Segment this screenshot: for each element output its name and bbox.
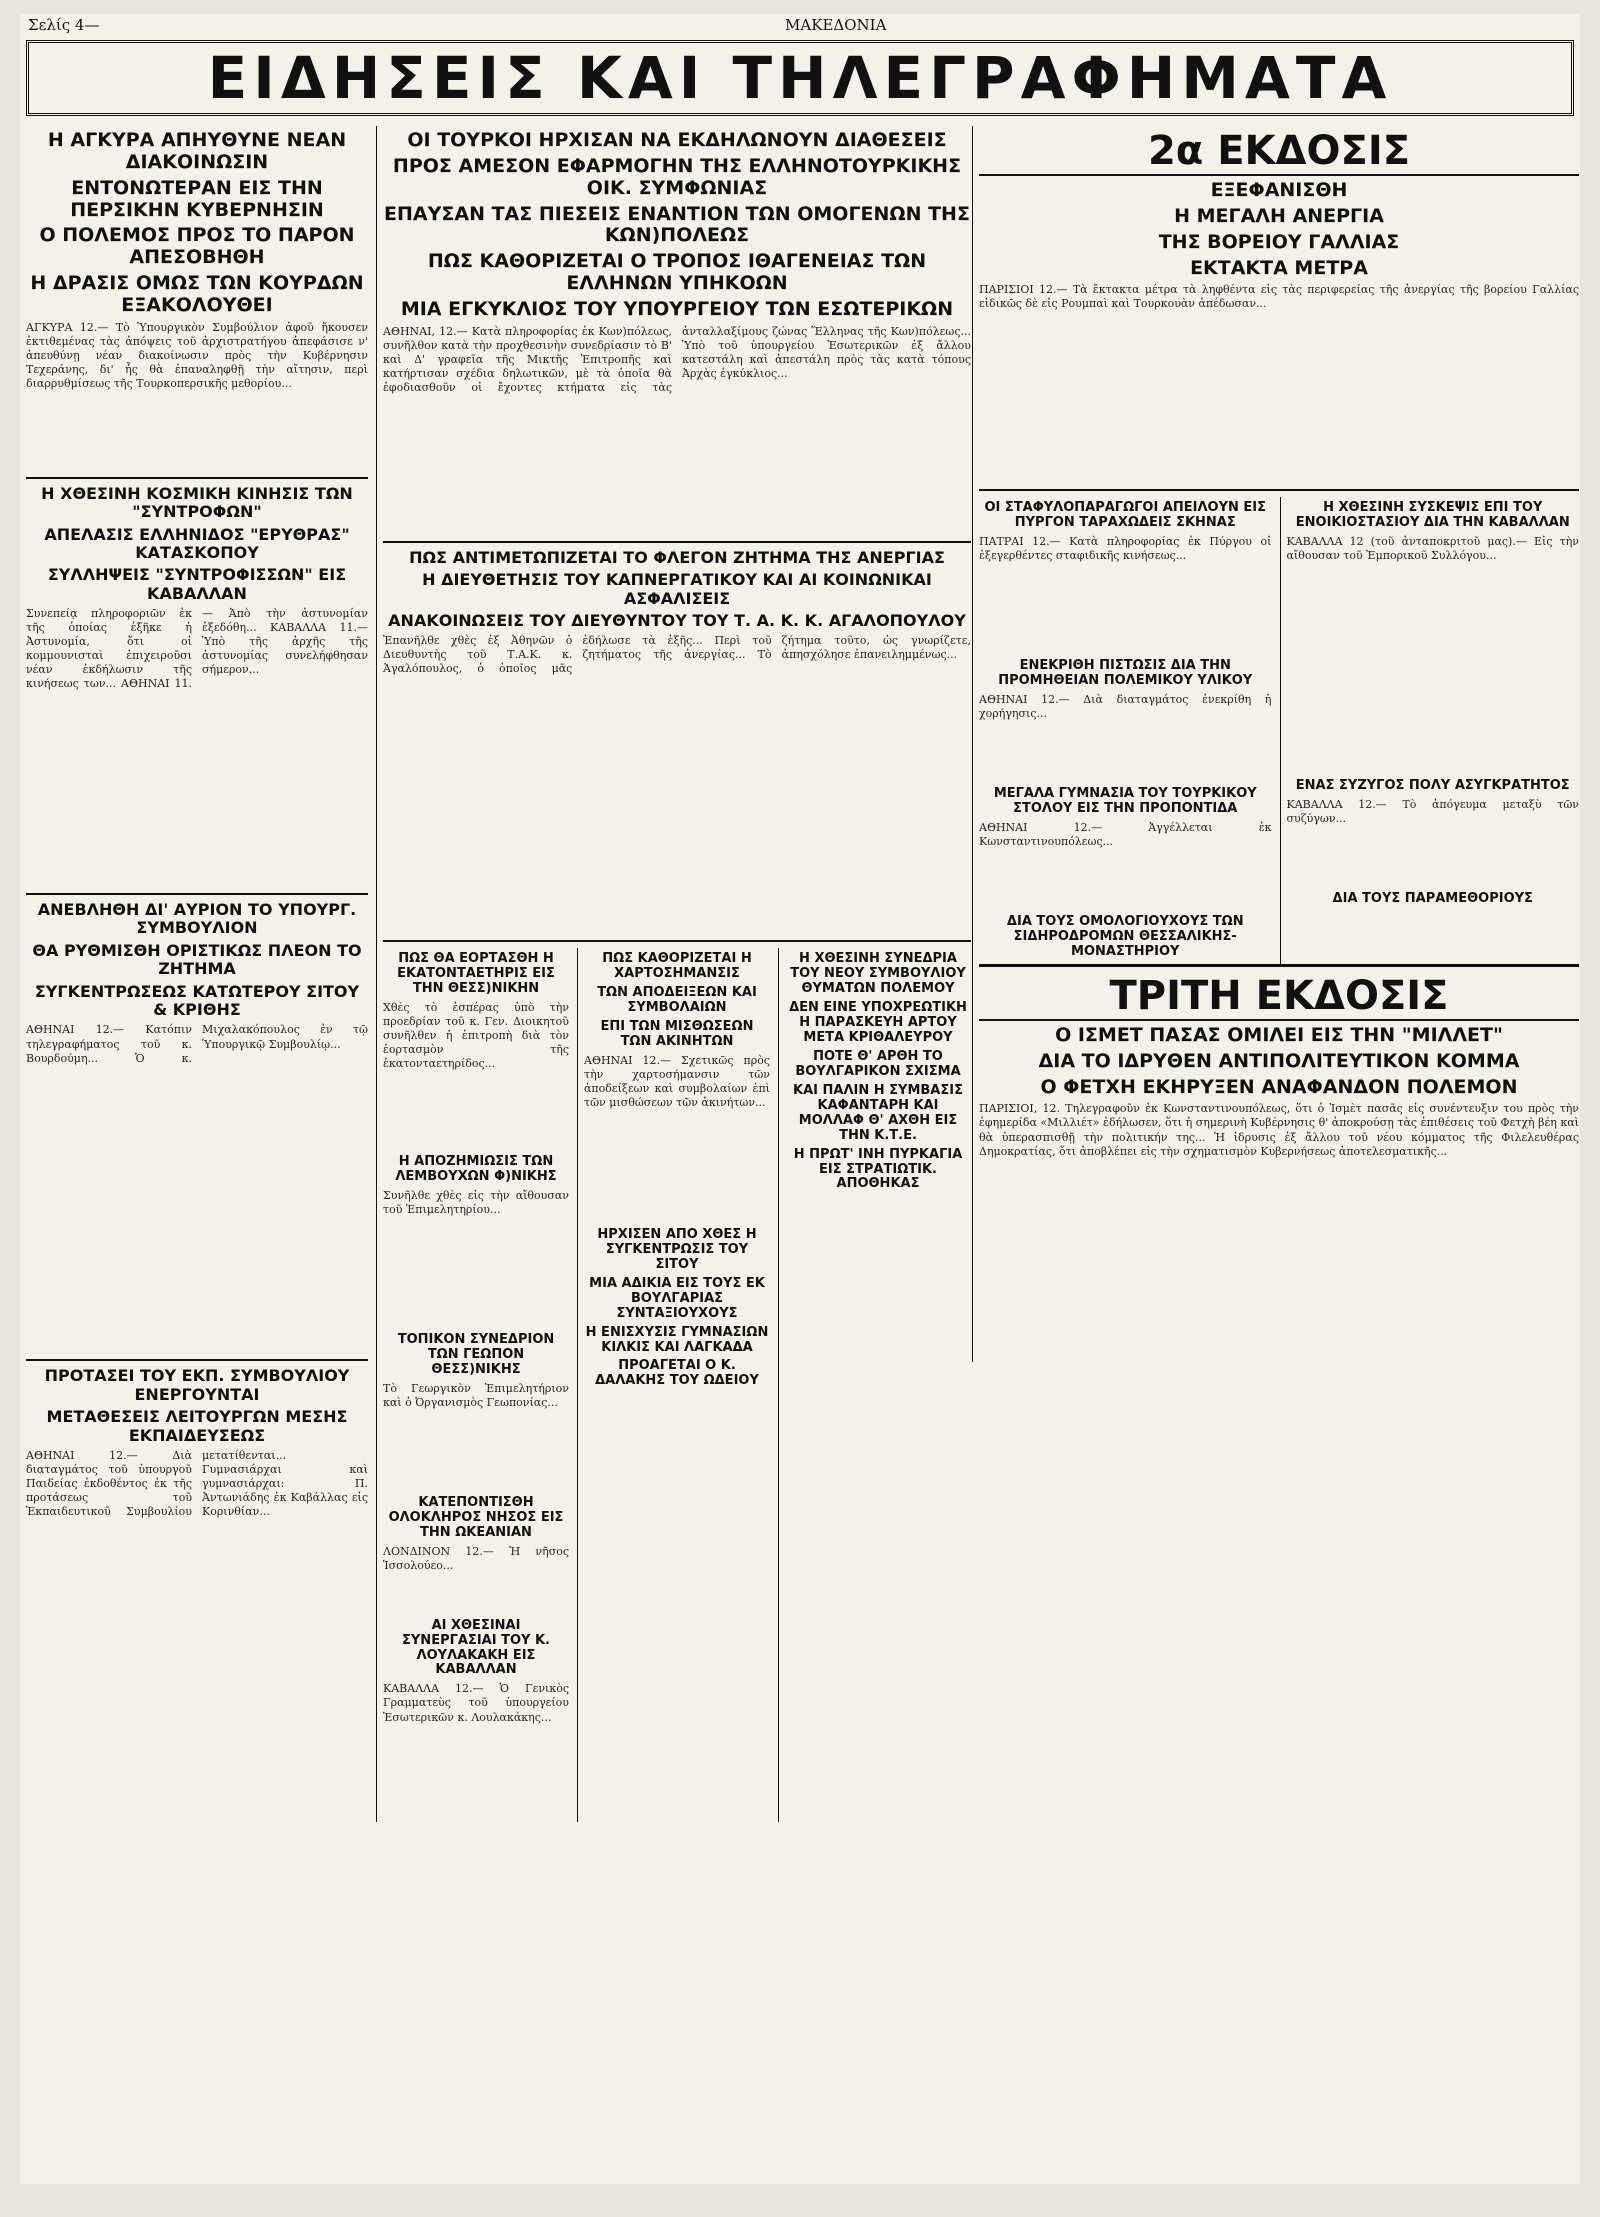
article-body: Συνεπείᾳ πληροφοριῶν ἐκ τῆς ὁποίας ἐξῆκε ἡ Ἀστυνομία, ὅτι οἱ κομμουνισταὶ ἐπιχειροῦσι νέαν ἐκδήλωσιν τῆς κινήσεως των... ΑΘΗΝΑΙ 11.— Ἀπὸ τὴν ἀστυνομίαν ἐξεδόθη... ΚΑΒΑΛΛΑ 11.— Ὑπὸ τῆς ἀρχῆς τῆς ἀστυνομίας συνελήφθησαν σήμερον... bbox=[26, 607, 368, 691]
article-body: Ἐπανῆλθε χθὲς ἐξ Ἀθηνῶν ὁ Διευθυντὴς τοῦ Τ.Α.Κ. κ. Ἀγαλόπουλος, ὁ ὁποῖος μᾶς ἐδήλωσε τὰ ἑξῆς... Περὶ τοῦ ζητήματος τῆς ἀνεργίας... Τὸ ζήτημα τοῦτο, ὡς γνωρίζετε, ἀπησχόλησε ἐπανειλημμένως... bbox=[383, 634, 971, 676]
headline: Ο ΙΣΜΕΤ ΠΑΣΑΣ ΟΜΙΛΕΙ ΕΙΣ ΤΗΝ "ΜΙΛΛΕΤ" bbox=[1055, 1023, 1503, 1046]
center-column bbox=[376, 126, 971, 1822]
edition-label: ΤΡΙΤΗ ΕΚΔΟΣΙΣ bbox=[979, 973, 1579, 1021]
article-body: ΛΟΝΔΙΝΟΝ 12.— Ἡ νῆσος Ἱσσολούεο... bbox=[383, 1544, 569, 1572]
headline: ΤΗΣ ΒΟΡΕΙΟΥ ΓΑΛΛΙΑΣ bbox=[1158, 230, 1400, 253]
headline: ΚΑΤΕΠΟΝΤΙΣΘΗ ΟΛΟΚΛΗΡΟΣ ΝΗΣΟΣ ΕΙΣ ΤΗΝ ΩΚΕΑΝΙΑΝ bbox=[388, 1494, 564, 1540]
headline: ΑΙ ΧΘΕΣΙΝΑΙ ΣΥΝΕΡΓΑΣΙΑΙ ΤΟΥ Κ. ΛΟΥΛΑΚΑΚΗ ΕΙΣ ΚΑΒΑΛΛΑΝ bbox=[402, 1617, 550, 1678]
article-body: ΠΑΡΙΣΙΟΙ 12.— Τὰ ἔκτακτα μέτρα τὰ ληφθέντα εἰς τὰς περιφερείας τῆς ἀνεργίας τῆς βορείου Γαλλίας εἰδικῶς δὲ εἰς Ρουμπαὶ καὶ Τουρκουὰν ἀπέδωσαν... bbox=[979, 283, 1579, 311]
headline: ΠΩΣ ΚΑΘΟΡΙΖΕΤΑΙ Ο ΤΡΟΠΟΣ ΙΘΑΓΕΝΕΙΑΣ ΤΩΝ ΕΛΛΗΝΩΝ ΥΠΗΚΟΩΝ bbox=[427, 250, 927, 295]
headline: ΔΙΑ ΤΟΥΣ ΟΜΟΛΟΓΙΟΥΧΟΥΣ ΤΩΝ ΣΙΔΗΡΟΔΡΟΜΩΝ ΘΕΣΣΑΛΙΚΗΣ-ΜΟΝΑΣΤΗΡΙΟΥ bbox=[1006, 914, 1244, 959]
headline: Ο ΦΕΤΧΗ ΕΚΗΡΥΞΕΝ ΑΝΑΦΑΝΔΟΝ ΠΟΛΕΜΟΝ bbox=[1040, 1075, 1518, 1098]
headline: ΠΡΟΤΑΣΕΙ ΤΟΥ ΕΚΠ. ΣΥΜΒΟΥΛΙΟΥ ΕΝΕΡΓΟΥΝΤΑΙ bbox=[44, 1366, 350, 1404]
headline: ΠΡΟΣ ΑΜΕΣΟΝ ΕΦΑΡΜΟΓΗΝ ΤΗΣ ΕΛΛΗΝΟΤΟΥΡΚΙΚΗΣ ΟΙΚ. ΣΥΜΦΩΝΙΑΣ bbox=[392, 154, 962, 199]
article-body: ΑΘΗΝΑΙ, 12.— Κατὰ πληροφορίας ἐκ Κων)πόλεως, συνῆλθον κατὰ τὴν προχθεσινὴν συνεδρίασιν τὸ Β' καὶ Δ' γραφεῖα τῆς Μικτῆς Ἐπιτροπῆς καὶ κατήρτισαν σχέδια δηλωτικῶν, μὲ τὰ ὁποῖα θὰ ἐφοδιασθοῦν οἱ ἔχοντες κτήματα εἰς τὰς ἀνταλλαξίμους ζώνας Ἕλληνας τῆς Κων)πόλεως... Ὑπὸ τοῦ ὑπουργείου Ἐσωτερικῶν ἐξ ἄλλου κατεστάλη καὶ ἀπεστάλη πρὸς τὰς κατὰ τόπους Ἀρχὰς ἐγκύκλιος... bbox=[383, 324, 971, 395]
headline: ΑΝΑΚΟΙΝΩΣΕΙΣ ΤΟΥ ΔΙΕΥΘΥΝΤΟΥ ΤΟΥ Τ. Α. Κ. Κ. ΑΓΑΛΟΠΟΥΛΟΥ bbox=[388, 610, 966, 630]
headline: ΕΝΑΣ ΣΥΖΥΓΟΣ ΠΟΛΥ ΑΣΥΓΚΡΑΤΗΤΟΣ bbox=[1295, 778, 1570, 794]
article-body: Τὸ Γεωργικὸν Ἐπιμελητήριον καὶ ὁ Ὀργανισμὸς Γεωπονίας... bbox=[383, 1381, 569, 1409]
left-column bbox=[26, 126, 368, 2089]
article-body: ΑΘΗΝΑΙ 12.— Κατόπιν τηλεγραφήματος τοῦ κ. Βουρδούμη... Ὁ κ. Μιχαλακόπουλος ἐν τῷ Ὑπουργικῷ Συμβουλίῳ... bbox=[26, 1023, 368, 1065]
headline: ΔΕΝ ΕΙΝΕ ΥΠΟΧΡΕΩΤΙΚΗ Η ΠΑΡΑΣΚΕΥΗ ΑΡΤΟΥ ΜΕΤΑ ΚΡΙΘΑΛΕΥΡΟΥ bbox=[789, 1000, 967, 1045]
headline: ΠΟΤΕ Θ' ΑΡΘΗ ΤΟ ΒΟΥΛΓΑΡΙΚΟΝ ΣΧΙΣΜΑ bbox=[795, 1048, 961, 1079]
article-body: ΑΓΚΥΡΑ 12.— Τὸ Ὑπουργικὸν Συμβούλιον ἀφοῦ ἤκουσεν ἐκτιθεμένας τὰς ἀπόψεις τοῦ ἀρχιστρατήγου ἀπεφάσισε ν' ἀπευθύνῃ νέαν διακοίνωσιν πρὸς τὴν Κυβέρνησιν Τεχεράνης, δι' ἧς θὰ ἐπαναληφθῇ τὴν αἴτησιν, περὶ διαρρυθμίσεως τῆς Τουρκοπερσικῆς μεθορίου... bbox=[26, 320, 368, 391]
headline: ΕΝΤΟΝΩΤΕΡΑΝ ΕΙΣ ΤΗΝ ΠΕΡΣΙΚΗΝ ΚΥΒΕΡΝΗΣΙΝ bbox=[70, 176, 324, 221]
headline: ΕΝΕΚΡΙΘΗ ΠΙΣΤΩΣΙΣ ΔΙΑ ΤΗΝ ΠΡΟΜΗΘΕΙΑΝ ΠΟΛΕΜΙΚΟΥ ΥΛΙΚΟΥ bbox=[998, 658, 1253, 689]
headline: Η ΧΘΕΣΙΝΗ ΣΥΣΚΕΨΙΣ ΕΠΙ ΤΟΥ ΕΝΟΙΚΙΟΣΤΑΣΙΟΥ ΔΙΑ ΤΗΝ ΚΑΒΑΛΛΑΝ bbox=[1295, 500, 1570, 531]
headline: Η ΑΠΟΖΗΜΙΩΣΙΣ ΤΩΝ ΛΕΜΒΟΥΧΩΝ Φ)ΝΙΚΗΣ bbox=[395, 1154, 557, 1185]
headline: ΘΑ ΡΥΘΜΙΣΘΗ ΟΡΙΣΤΙΚΩΣ ΠΛΕΟΝ ΤΟ ΖΗΤΗΜΑ bbox=[32, 940, 362, 979]
article-body: Χθὲς τὸ ἑσπέρας ὑπὸ τὴν προεδρίαν τοῦ κ. Γεν. Διοικητοῦ συνῆλθεν ἡ ἐπιτροπὴ διὰ τὸν ἑορτασμὸν τῆς ἑκατονταετηρίδος... bbox=[383, 1001, 569, 1071]
headline: ΜΕΓΑΛΑ ΓΥΜΝΑΣΙΑ ΤΟΥ ΤΟΥΡΚΙΚΟΥ ΣΤΟΛΟΥ ΕΙΣ ΤΗΝ ΠΡΟΠΟΝΤΙΔΑ bbox=[993, 786, 1257, 817]
headline: ΜΙΑ ΕΓΚΥΚΛΙΟΣ ΤΟΥ ΥΠΟΥΡΓΕΙΟΥ ΤΩΝ ΕΣΩΤΕΡΙΚΩΝ bbox=[400, 297, 954, 320]
article-body: ΑΘΗΝΑΙ 12.— Διὰ διαταγμάτος τοῦ ὑπουργοῦ Παιδείας ἐκδοθέντος ἐκ τῆς προτάσεως τοῦ Ἐκπαιδευτικοῦ Συμβουλίου μετατίθενται... Γυμνασιάρχαι καὶ γυμνασιάρχαι: Π. Ἀντωνιάδης ἐκ Καβάλλας εἰς Κορινθίαν... bbox=[26, 1449, 368, 1519]
headline: Η ΔΡΑΣΙΣ ΟΜΩΣ ΤΩΝ ΚΟΥΡΔΩΝ ΕΞΑΚΟΛΟΥΘΕΙ bbox=[30, 272, 364, 316]
headline: Ο ΠΟΛΕΜΟΣ ΠΡΟΣ ΤΟ ΠΑΡΟΝ ΑΠΕΣΟΒΗΘΗ bbox=[39, 224, 355, 269]
article-body: ΑΘΗΝΑΙ 12.— Ἀγγέλλεται ἐκ Κωνσταντινουπόλεως... bbox=[979, 821, 1272, 849]
headline: Η ΧΘΕΣΙΝΗ ΚΟΣΜΙΚΗ ΚΙΝΗΣΙΣ ΤΩΝ "ΣΥΝΤΡΟΦΩΝ" bbox=[41, 483, 353, 522]
article-body: ΠΑΡΙΣΙΟΙ, 12. Τηλεγραφοῦν ἐκ Κωνσταντινουπόλεως, ὅτι ὁ Ἰσμὲτ πασᾶς εἰς συνέντευξιν του πρὸς τὴν ἐφημερίδα «Μιλλιέτ» ἐδήλωσεν, ὅτι ἡ σημερινὴ Κυβέρνησις θ' ἀποκρούσῃ τὰς ἐπιθέσεις τοῦ Φετχὴ βέη καὶ θὰ ὑπερασπισθῇ τὴν πολιτικήν της... Ἡ ἱδρυσις ἐξ ἄλλου τοῦ νέου κόμματος τῆς Φιλελευθέρας Δημοκρατίας, ὅτι ἀποβλέπει εἰς τὴν σχηματισμὸν Κυβερνήσεως ἀποτελεσματικῆς... bbox=[979, 1102, 1579, 1158]
headline: ΜΕΤΑΘΕΣΕΙΣ ΛΕΙΤΟΥΡΓΩΝ ΜΕΣΗΣ ΕΚΠΑΙΔΕΥΣΕΩΣ bbox=[46, 1407, 348, 1445]
article-body: ΚΑΒΑΛΛΑ 12 (τοῦ ἀνταποκριτοῦ μας).— Εἰς τὴν αἴθουσαν τοῦ Ἐμπορικοῦ Συλλόγου... bbox=[1286, 535, 1579, 563]
headline: ΑΝΕΒΛΗΘΗ ΔΙ' ΑΥΡΙΟΝ ΤΟ ΥΠΟΥΡΓ. ΣΥΜΒΟΥΛΙΟΝ bbox=[37, 900, 357, 938]
article-body: ΠΑΤΡΑΙ 12.— Κατὰ πληροφορίας ἐκ Πύργου οἱ ἐξεγερθέντες σταφιδικῆς κινήσεως... bbox=[979, 535, 1272, 563]
right-column bbox=[972, 126, 1579, 1362]
article-body: Συνῆλθε χθὲς εἰς τὴν αἴθουσαν τοῦ Ἐπιμελητηρίου... bbox=[383, 1189, 569, 1217]
headline: ΕΠΙ ΤΩΝ ΜΙΣΘΩΣΕΩΝ ΤΩΝ ΑΚΙΝΗΤΩΝ bbox=[600, 1019, 754, 1049]
headline: ΜΙΑ ΑΔΙΚΙΑ ΕΙΣ ΤΟΥΣ ΕΚ ΒΟΥΛΓΑΡΙΑΣ ΣΥΝΤΑΞΙΟΥΧΟΥΣ bbox=[589, 1275, 765, 1321]
headline: Η ΕΝΙΣΧΥΣΙΣ ΓΥΜΝΑΣΙΩΝ ΚΙΛΚΙΣ ΚΑΙ ΛΑΓΚΑΔΑ bbox=[585, 1324, 769, 1355]
article-body: ΑΘΗΝΑΙ 12.— Διὰ διαταγμάτος ἐνεκρίθη ἡ χορήγησις... bbox=[979, 693, 1272, 721]
headline: Η ΠΡΩΤ' ΙΝΗ ΠΥΡΚΑΓΙΑ ΕΙΣ ΣΤΡΑΤΙΩΤΙΚ. ΑΠΟΘΗΚΑΣ bbox=[793, 1146, 963, 1192]
headline: ΟΙ ΤΟΥΡΚΟΙ ΗΡΧΙΣΑΝ ΝΑ ΕΚΔΗΛΩΝΟΥΝ ΔΙΑΘΕΣΕΙΣ bbox=[407, 129, 947, 151]
headline: ΟΙ ΣΤΑΦΥΛΟΠΑΡΑΓΩΓΟΙ ΑΠΕΙΛΟΥΝ ΕΙΣ ΠΥΡΓΟΝ ΤΑΡΑΧΩΔΕΙΣ ΣΚΗΝΑΣ bbox=[984, 500, 1267, 531]
headline: Η ΜΕΓΑΛΗ ΑΝΕΡΓΙΑ bbox=[1174, 204, 1384, 227]
headline: ΠΩΣ ΑΝΤΙΜΕΤΩΠΙΖΕΤΑΙ ΤΟ ΦΛΕΓΟΝ ΖΗΤΗΜΑ ΤΗΣ ΑΝΕΡΓΙΑΣ bbox=[409, 547, 945, 567]
headline: ΚΑΙ ΠΑΛΙΝ Η ΣΥΜΒΑΣΙΣ ΚΑΦΑΝΤΑΡΗ ΚΑΙ ΜΟΛΛΑΦ Θ' ΑΧΘΗ ΕΙΣ ΤΗΝ Κ.Τ.Ε. bbox=[793, 1082, 963, 1143]
headline: ΣΥΓΚΕΝΤΡΩΣΕΩΣ ΚΑΤΩΤΕΡΟΥ ΣΙΤΟΥ & ΚΡΙΘΗΣ bbox=[34, 981, 360, 1020]
newspaper-name: ΜΑΚΕΔΟΝΙΑ bbox=[785, 16, 887, 34]
running-header bbox=[20, 14, 1580, 36]
headline: Η ΧΘΕΣΙΝΗ ΣΥΝΕΔΡΙΑ ΤΟΥ ΝΕΟΥ ΣΥΜΒΟΥΛΙΟΥ ΘΥΜΑΤΩΝ ΠΟΛΕΜΟΥ bbox=[790, 951, 966, 997]
headline: Η ΑΓΚΥΡΑ ΑΠΗΥΘΥΝΕ ΝΕΑΝ ΔΙΑΚΟΙΝΩΣΙΝ bbox=[47, 129, 347, 173]
section-masthead: ΕΙΔΗΣΕΙΣ ΚΑΙ ΤΗΛΕΓΡΑΦΗΜΑΤΑ bbox=[26, 40, 1574, 116]
headline: ΤΟΠΙΚΟΝ ΣΥΝΕΔΡΙΟΝ ΤΩΝ ΓΕΩΠΟΝ ΘΕΣΣ)ΝΙΚΗΣ bbox=[397, 1332, 555, 1377]
headline: ΕΚΤΑΚΤΑ ΜΕΤΡΑ bbox=[1190, 256, 1368, 279]
headline: ΔΙΑ ΤΟΥΣ ΠΑΡΑΜΕΘΟΡΙΟΥΣ bbox=[1332, 891, 1533, 907]
article-body: ΚΑΒΑΛΛΑ 12.— Ὁ Γενικὸς Γραμματεὺς τοῦ ὑπουργείου Ἐσωτερικῶν κ. Λουλακάκης... bbox=[383, 1682, 569, 1724]
edition-label: 2α ΕΚΔΟΣΙΣ bbox=[979, 128, 1579, 176]
headline: ΠΩΣ ΚΑΘΟΡΙΖΕΤΑΙ Η ΧΑΡΤΟΣΗΜΑΝΣΙΣ bbox=[602, 951, 752, 982]
headline: ΗΡΧΙΣΕΝ ΑΠΟ ΧΘΕΣ Η ΣΥΓΚΕΝΤΡΩΣΙΣ ΤΟΥ ΣΙΤΟΥ bbox=[597, 1226, 757, 1272]
headline: ΣΥΛΛΗΨΕΙΣ "ΣΥΝΤΡΟΦΙΣΣΩΝ" ΕΙΣ ΚΑΒΑΛΛΑΝ bbox=[47, 565, 347, 603]
headline: ΕΞΕΦΑΝΙΣΘΗ bbox=[1210, 179, 1348, 201]
headline: ΑΠΕΛΑΣΙΣ ΕΛΛΗΝΙΔΟΣ "ΕΡΥΘΡΑΣ" ΚΑΤΑΣΚΟΠΟΥ bbox=[44, 524, 350, 562]
article-body: ΑΘΗΝΑΙ 12.— Σχετικῶς πρὸς τὴν χαρτοσήμανσιν τῶν ἀποδείξεων καὶ συμβολαίων ἐπὶ τῶν μισθώσεων τῶν ἀκινήτων... bbox=[584, 1053, 770, 1110]
headline: Η ΔΙΕΥΘΕΤΗΣΙΣ ΤΟΥ ΚΑΠΝΕΡΓΑΤΙΚΟΥ ΚΑΙ ΑΙ ΚΟΙΝΩΝΙΚΑΙ ΑΣΦΑΛΙΣΕΙΣ bbox=[422, 570, 932, 608]
headline: ΤΩΝ ΑΠΟΔΕΙΞΕΩΝ ΚΑΙ ΣΥΜΒΟΛΑΙΩΝ bbox=[597, 985, 757, 1016]
headline: ΠΩΣ ΘΑ ΕΟΡΤΑΣΘΗ Η ΕΚΑΤΟΝΤΑΕΤΗΡΙΣ ΕΙΣ ΤΗΝ ΘΕΣΣ)ΝΙΚΗΝ bbox=[397, 951, 555, 997]
newspaper-page bbox=[20, 14, 1580, 2184]
headline: ΔΙΑ ΤΟ ΙΔΡΥΘΕΝ ΑΝΤΙΠΟΛΙΤΕΥΤΙΚΟΝ ΚΟΜΜΑ bbox=[1038, 1049, 1520, 1072]
headline: ΠΡΟΑΓΕΤΑΙ Ο Κ. ΔΑΛΑΚΗΣ ΤΟΥ ΩΔΕΙΟΥ bbox=[595, 1358, 759, 1389]
article-body: ΚΑΒΑΛΛΑ 12.— Τὸ ἀπόγευμα μεταξὺ τῶν συζύγων... bbox=[1286, 798, 1579, 826]
page-number: Σελίς 4— bbox=[28, 16, 100, 34]
headline: ΕΠΑΥΣΑΝ ΤΑΣ ΠΙΕΣΕΙΣ ΕΝΑΝΤΙΟΝ ΤΩΝ ΟΜΟΓΕΝΩΝ ΤΗΣ ΚΩΝ)ΠΟΛΕΩΣ bbox=[384, 202, 970, 247]
